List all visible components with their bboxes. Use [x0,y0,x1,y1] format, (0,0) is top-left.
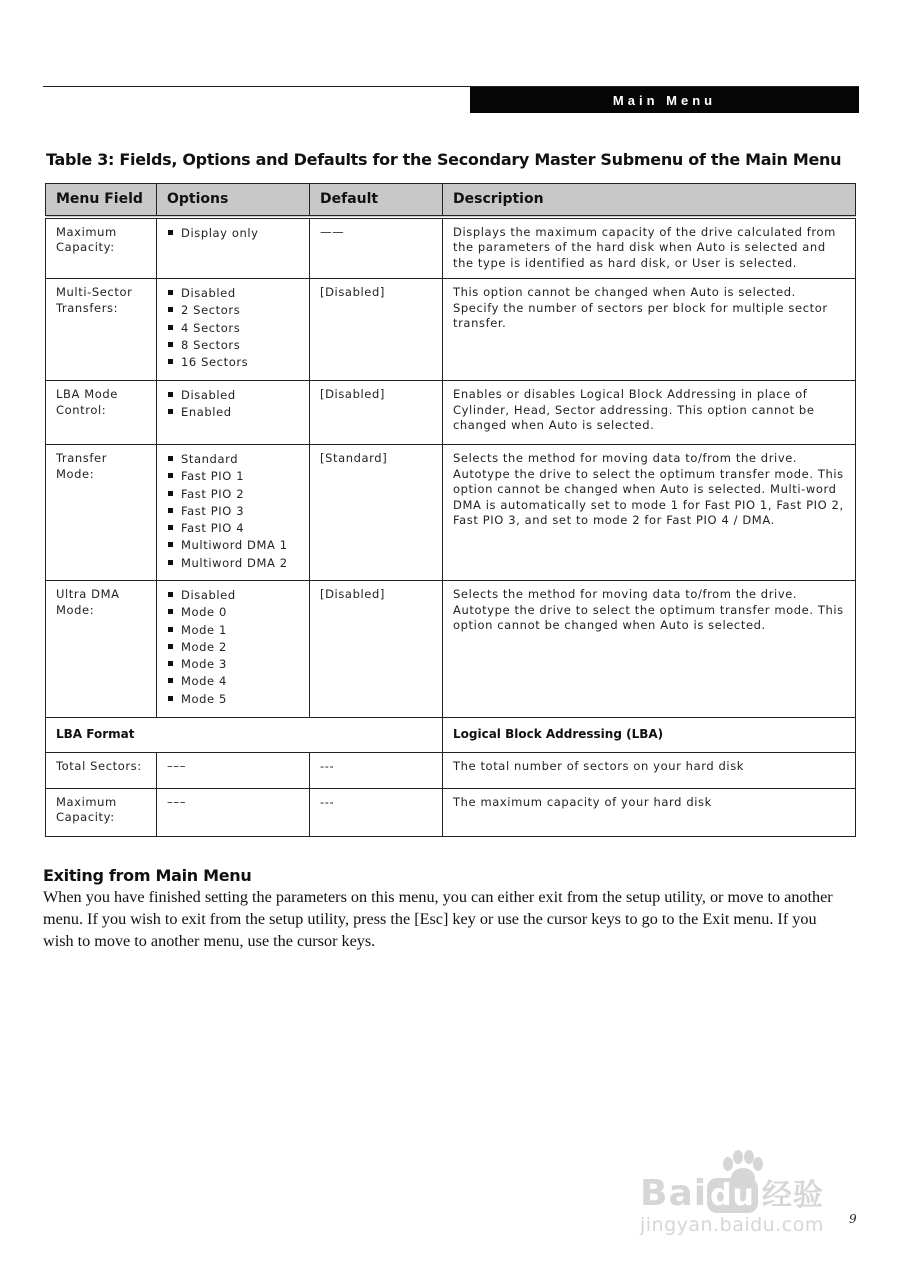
table-row [46,279,856,381]
field-name: Ultra DMA Mode: [56,587,120,617]
bullet-icon [168,661,173,666]
field-cell [46,581,157,718]
description-cell: Selects the method for moving data to/from the drive. Autotype the drive to select the optimum transfer mode. This option cannot be changed when Auto is selected. Multi-word DMA is automatically set to mode 1 for Fast PIO 1, Fast PIO 2, Fast PIO 3, and set to mode 2 for Fast PIO 4 / DMA. [443,445,856,581]
section-header-bar [470,87,859,113]
bullet-icon [168,456,173,461]
option-item: Disabled [167,387,299,404]
default-cell: [Standard] [310,445,443,581]
options-cell [157,581,310,718]
options-cell: ––– [157,788,310,836]
option-item: 16 Sectors [167,354,299,371]
options-cell [157,217,310,279]
bullet-icon [168,290,173,295]
watermark-brand: Bai du 经验 [640,1173,824,1214]
default-cell: [Disabled] [310,381,443,445]
column-header-description: Description [443,184,856,217]
watermark-url: jingyan.baidu.com [640,1214,824,1236]
lba-section-label: LBA Format [46,718,443,753]
default-cell: [Disabled] [310,279,443,381]
field-cell [46,217,157,279]
lba-section-heading: Logical Block Addressing (LBA) [443,718,856,753]
table-row [46,788,856,836]
option-item: 4 Sectors [167,320,299,337]
option-item: Mode 4 [167,673,299,690]
option-item: Disabled [167,285,299,302]
option-item: Mode 2 [167,639,299,656]
option-item: Fast PIO 4 [167,520,299,537]
description-cell: Selects the method for moving data to/from the drive. Autotype the drive to select the optimum transfer mode. This option cannot be changed when Auto is selected. [443,581,856,718]
description-cell: Displays the maximum capacity of the drive calculated from the parameters of the hard disk when Auto is selected and the type is identified as hard disk, or User is selected. [443,217,856,279]
option-item: Fast PIO 3 [167,503,299,520]
bullet-icon [168,627,173,632]
field-cell [46,279,157,381]
field-cell [46,381,157,445]
bullet-icon [168,392,173,397]
options-cell [157,381,310,445]
option-item: 2 Sectors [167,302,299,319]
option-item: Disabled [167,587,299,604]
bullet-icon [168,230,173,235]
field-cell [46,445,157,581]
option-item: Fast PIO 2 [167,486,299,503]
bullet-icon [168,592,173,597]
table-row [46,381,856,445]
bullet-icon [168,491,173,496]
option-item: Mode 3 [167,656,299,673]
options-cell: ––– [157,752,310,788]
default-cell: --- [310,788,443,836]
options-cell [157,279,310,381]
bullet-icon [168,359,173,364]
default-cell: [Disabled] [310,581,443,718]
table-row [46,445,856,581]
bullet-icon [168,307,173,312]
option-item: Multiword DMA 1 [167,537,299,554]
exit-section-body: When you have finished setting the parameters on this menu, you can either exit from the setup utility, or move to another menu. If you wish to exit from the setup utility, press the [Esc] key or use the cursor keys to go to the Exit menu. If you wish to move to another menu, use the cursor keys. [43,888,833,950]
bullet-icon [168,342,173,347]
option-item: Mode 1 [167,622,299,639]
field-name: Maximum Capacity: [56,224,117,254]
options-table [45,183,856,837]
bullet-icon [168,473,173,478]
option-item: Display only [167,225,299,242]
option-item: Fast PIO 1 [167,468,299,485]
bullet-icon [168,560,173,565]
options-cell [157,445,310,581]
bullet-icon [168,508,173,513]
exit-section-heading: Exiting from Main Menu [43,866,252,885]
column-header-menu-field: Menu Field [46,184,157,217]
default-cell: --- [310,752,443,788]
table-header-row [46,184,856,217]
description-cell: The total number of sectors on your hard disk [443,752,856,788]
field-cell: Total Sectors: [46,752,157,788]
table-row [46,752,856,788]
field-name: LBA Mode Control: [56,387,118,417]
bullet-icon [168,325,173,330]
lba-section-row [46,718,856,753]
bullet-icon [168,525,173,530]
field-cell: Maximum Capacity: [46,788,157,836]
bullet-icon [168,409,173,414]
option-item: Multiword DMA 2 [167,555,299,572]
option-item: Mode 0 [167,604,299,621]
bullet-icon [168,542,173,547]
page-number: 9 [849,1212,857,1226]
description-cell: Enables or disables Logical Block Addressing in place of Cylinder, Head, Sector addressing. This option cannot be changed when Auto is selected. [443,381,856,445]
option-item: Mode 5 [167,691,299,708]
default-cell: —— [310,217,443,279]
field-name: Multi-Sector Transfers: [56,285,133,315]
bullet-icon [168,644,173,649]
description-cell: This option cannot be changed when Auto is selected. Specify the number of sectors per block for multiple sector transfer. [443,279,856,381]
description-cell: The maximum capacity of your hard disk [443,788,856,836]
option-item: Enabled [167,404,299,421]
column-header-options: Options [157,184,310,217]
option-item: Standard [167,451,299,468]
table-row [46,217,856,279]
section-header-label: Main Menu [612,92,717,108]
baidu-watermark [640,1150,850,1240]
bullet-icon [168,678,173,683]
bullet-icon [168,696,173,701]
table-row [46,581,856,718]
table-title: Table 3: Fields, Options and Defaults for the Secondary Master Submenu of the Main Menu [46,150,842,169]
column-header-default: Default [310,184,443,217]
field-name: Transfer Mode: [56,451,108,481]
option-item: 8 Sectors [167,337,299,354]
bullet-icon [168,609,173,614]
